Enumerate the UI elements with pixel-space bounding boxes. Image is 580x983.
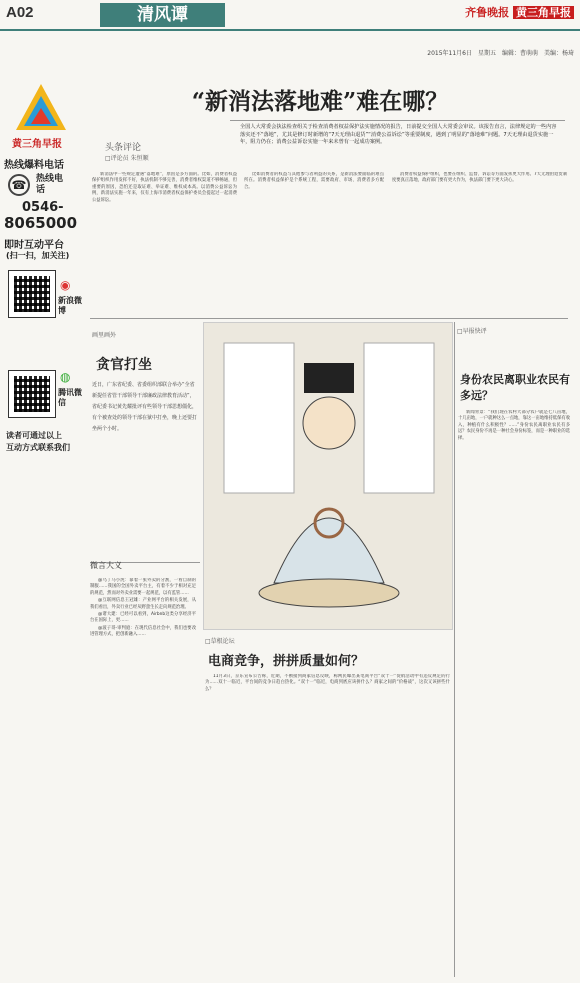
painting-body: 近日，广东省纪委、省委组织部联合举办“全省新提任省管干部领导干部廉政法律教育活动”，省纪委书记黄先耀批评有些领导干部思想僵化，有个被查处的领导干部在狱中打坐，晚上还要打坐两个小时。 [92,382,198,432]
triangle-logo-icon [14,82,68,132]
body-col-3 [392,172,567,317]
date-line: 2015年11月6日 星期五 编辑：曹萌萌 美编：杨琦 [427,50,574,57]
painting-title: 贪官打坐 [96,357,152,373]
right-column-rule [454,322,455,977]
body-text-3: 消费者权益保护组织，也要在组织、监督、诉讼等方面发挥更大作用。7天无理由退货制度要真正落地，政府部门要有更大作为，执法部门要下更大决心。 [392,172,567,184]
section-divider [90,318,568,319]
weixin-qr-code[interactable] [8,370,56,418]
cartoon-illustration [203,322,453,630]
headline: “新消法落地难”难在哪？ [191,88,449,115]
newspaper-logo [465,4,574,20]
farmer-title: 身份农民离职业农民有多远？ [460,373,570,402]
farmer-body: 新闻背景：“我们现在农村大部分农户就是七八亩地，十几亩地，一户就种这么一点地，靠这一亩地维持低保有收入，种植有什么积极性？……”身份农民离职业农民有多远？农民身份不再是一种社会身份标签，而是一种职业的选择。 [458,410,570,441]
body-col-2 [244,172,384,317]
weibo-post-4: @波子哥-审判庭：在现代信息社会中，我们也要改进管理方式，把创新融入…… [90,625,196,638]
header-rule [0,29,580,31]
cartoon-figure-icon [204,323,454,631]
farmer-label: □早报快评 [457,328,487,335]
weibo-label: 新浪微博 [58,296,82,315]
interact-title: 即时互动平台 [4,240,64,251]
farmer-body-col [458,410,570,975]
footer-line2: 互动方式联系我们 [6,443,70,452]
painting-label: 画里画外 [92,332,117,339]
body-text-2: 比如消费者的权益与其他参与者利益的关系，是新消法要面临的难点所在。消费者权益保护是个系统工程，需要政府、市场、消费者多方配合。 [244,172,384,190]
interact-sub: (扫一扫，加关注) [6,251,70,260]
hotline-title: 热线爆料电话 [4,160,64,171]
logo-box: 黄三角早报 [513,6,574,19]
body-text-1: 新消法中一些规定遭遇“落地难”，原因是多方面的。比如，消费者权益保护组织作用发挥不好，执法机制不够完善，消费者维权渠道不够畅通，但重要的原因，恐怕还是取证难、举证难、维权成本高。以消费公益诉讼为例，新消法实施一年来，仅有上海市消费者权益保护委员会提起过一起消费公益诉讼。 [92,172,237,203]
comment-label: 头条评论 [105,143,142,153]
weibo-section-title: 微言大义 [90,561,122,570]
ecommerce-body: 11月3日，京东宣布公告称，近期，不断接到商家信息反映，称网民曝出某电商平台“双十一”促销活动中有违反规定的行为……双十一临近，平台间的竞争日趋白热化。“双十一”临近，电商到底应该拼什么？商家之间的“价格战”，这次又该拼些什么？ [205,674,450,692]
weibo-post-1: @乌丁马小虎：靠着一张外卖的分割，一看自制的制服……我国的全国外卖平台主，有着不少于相对充足的规范，然而对外卖业需要一起规范，以有监管…… [90,578,196,596]
weibo-posts [90,578,196,978]
weibo-qr-code[interactable] [8,270,56,318]
brand-logo [14,82,68,132]
body-col-1 [92,172,237,317]
ecommerce-label: □草根论坛 [205,638,235,645]
comment-author: □评论员 朱恒顺 [105,155,149,162]
page-number: A02 [6,4,34,21]
footer-line1: 读者可通过以上 [6,431,62,440]
phone-prefix: 0546- [22,200,64,215]
wechat-icon: ◍ [60,370,71,384]
intro-paragraph: 全国人大常委会执法检查组关于检查消费者权益保护法实施情况的报告，日前提交全国人大常委会审议。该报告直言，法律规定的一些内容落实还不“落地”，尤其是修订时新增的“7天无理由退货”“消费公益诉讼”等重要制度，遇到了明显的“落地难”问题。7天无理由退货实施一年，阻力仍在；消费公益诉讼实施一年来未曾有一起成功案例。 [240,124,557,145]
hotline-label: 热线电话 [36,174,64,195]
weibo-post-2: @互联网信息王冠雄：产业网平台的相关发展，从我们看出，外卖行业已经从野蛮生长走向规范治理。 [90,598,196,610]
ecommerce-body-col [205,674,450,974]
weibo-icon: ◉ [60,278,71,292]
sidebar [0,70,86,980]
brand-name: 黄三角早报 [12,139,62,150]
logo-text: 齐鲁晚报 [465,6,510,19]
ecommerce-title: 电商竞争，拼拼质量如何？ [208,654,365,669]
phone-number: 8065000 [4,214,78,232]
section-title: 清风谭 [100,3,225,27]
headline-rule [230,120,565,121]
phone-icon: ☎ [8,174,30,196]
weibo-post-3: @诸大建：已经可以看到，Airbnb这类分享经济平台在国际上，更…… [90,612,196,624]
weixin-label: 腾讯微信 [58,388,82,407]
